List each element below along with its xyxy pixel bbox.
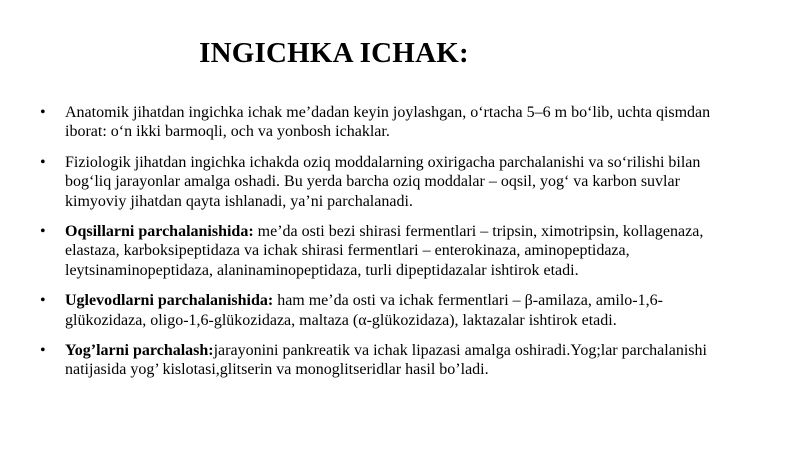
bullet-text: Fiziologik jihatdan ingichka ichakda oziq moddalarning oxirigacha parchalanishi va so‘rilishi bilan bog‘liq jarayonlar amalga oshadi. Bu yerda barcha oziq moddalar – oqsil, yog‘ va karbon suvlar kimyoviy jihatdan qayta ishlanadi, ya’ni parchalanadi. [65, 153, 701, 210]
slide-title: INGICHKA ICHAK: [199, 37, 469, 69]
bullet-dot-icon: • [40, 342, 46, 360]
bullet-text: ham me’da osti va ichak fermentlari – β-amilaza, amilo-1,6-glükozidaza, oligo-1,6-glükozidaza, maltaza (α-glükozidaza), laktazalar ishtirok etadi. [65, 292, 663, 329]
bullet-lead: Oqsillarni parchalanishida: [65, 223, 254, 241]
bullet-text: Anatomik jihatdan ingichka ichak me’dadan keyin joylashgan, o‘rtacha 5–6 m bo‘lib, uchta qismdan iborat: o‘n ikki barmoqli, och va yonbosh ichaklar. [65, 104, 711, 141]
bullet-dot-icon: • [40, 292, 46, 310]
bullet-item [38, 103, 738, 142]
bullet-lead: Uglevodlarni parchalanishida: [65, 292, 274, 310]
bullet-item [38, 291, 738, 330]
bullet-text: me’da osti bezi shirasi fermentlari – tripsin, ximotripsin, kollagenaza, elastaza, karboksipeptidaza va ichak shirasi fermentlari – enterokinaza, aminopeptidaza, leytsinaminopeptidaza, alaninaminopeptidaza, turli dipeptidazalar ishtirok etadi. [65, 223, 704, 279]
bullet-item [38, 341, 738, 380]
bullet-text: jarayonini pankreatik va ichak lipazasi amalga oshiradi.Yog;lar parchalanishi natijasida yog’ kislotasi,glitserin va monoglitseridlar hasil bo’ladi. [65, 342, 707, 379]
bullet-item [38, 222, 738, 280]
bullet-dot-icon: • [40, 153, 46, 171]
bullet-dot-icon: • [40, 223, 46, 241]
bullet-list [38, 103, 738, 391]
bullet-item [38, 153, 738, 211]
bullet-lead: Yog’larni parchalash: [65, 342, 214, 360]
bullet-dot-icon: • [40, 104, 46, 121]
